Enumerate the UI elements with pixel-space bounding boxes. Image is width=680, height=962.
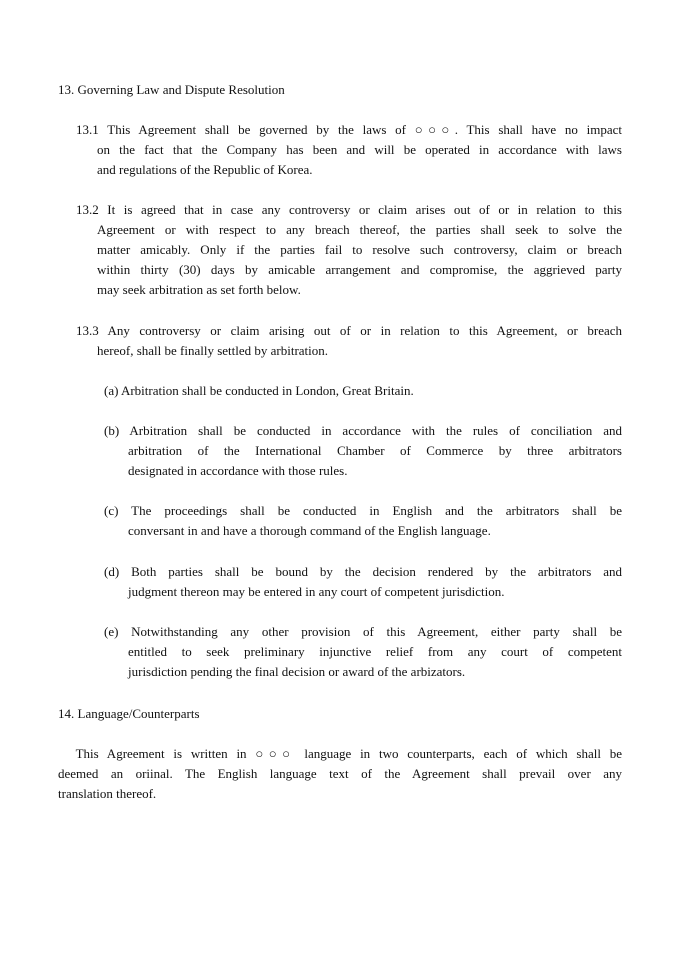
text-line: entitled to seek preliminary injunctive relief from any court of competent [128, 644, 622, 659]
text-line: (a) Arbitration shall be conducted in London, Great Britain. [104, 383, 414, 398]
text-line: 13.3 Any controversy or claim arising out of or in relation to this Agreement, or breach [76, 323, 622, 338]
text-line: 13.1 This Agreement shall be governed by the laws of ○○○. This shall have no impact [76, 122, 622, 137]
text-line: (e) Notwithstanding any other provision of this Agreement, either party shall be [104, 624, 622, 639]
text-line: (b) Arbitration shall be conducted in accordance with the rules of conciliation and [104, 423, 622, 438]
text-line: translation thereof. [58, 786, 157, 801]
text-line: and regulations of the Republic of Korea. [97, 162, 313, 177]
text-line: deemed an oriinal. The English language text of the Agreement shall prevail over any [58, 766, 622, 781]
text-line: on the fact that the Company has been and will be operated in accordance with laws [97, 142, 622, 157]
text-line: (d) Both parties shall be bound by the decision rendered by the arbitrators and [104, 564, 622, 579]
text-line: conversant in and have a thorough command of the English language. [128, 523, 491, 538]
text-line: judgment thereon may be entered in any court of competent jurisdiction. [128, 584, 505, 599]
text-line: matter amicably. Only if the parties fail to resolve such controversy, claim or breach [97, 242, 622, 257]
text-line: arbitration of the International Chamber of Commerce by three arbitrators [128, 443, 622, 458]
text-line: designated in accordance with those rules. [128, 463, 348, 478]
text-line: jurisdiction pending the final decision or award of the arbizators. [128, 664, 466, 679]
text-line: 13. Governing Law and Dispute Resolution [58, 82, 285, 97]
text-line: 13.2 It is agreed that in case any controversy or claim arises out of or in relation to this [76, 202, 622, 217]
text-line: This Agreement is written in ○○○ language in two counterparts, each of which shall be [58, 746, 622, 761]
text-line: 14. Language/Counterparts [58, 706, 200, 721]
text-line: may seek arbitration as set forth below. [97, 282, 301, 297]
text-line: (c) The proceedings shall be conducted in English and the arbitrators shall be [104, 503, 622, 518]
text-line: Agreement or with respect to any breach thereof, the parties shall seek to solve the [97, 222, 622, 237]
text-line: hereof, shall be finally settled by arbitration. [97, 343, 329, 358]
text-line: within thirty (30) days by amicable arrangement and compromise, the aggrieved party [97, 262, 622, 277]
